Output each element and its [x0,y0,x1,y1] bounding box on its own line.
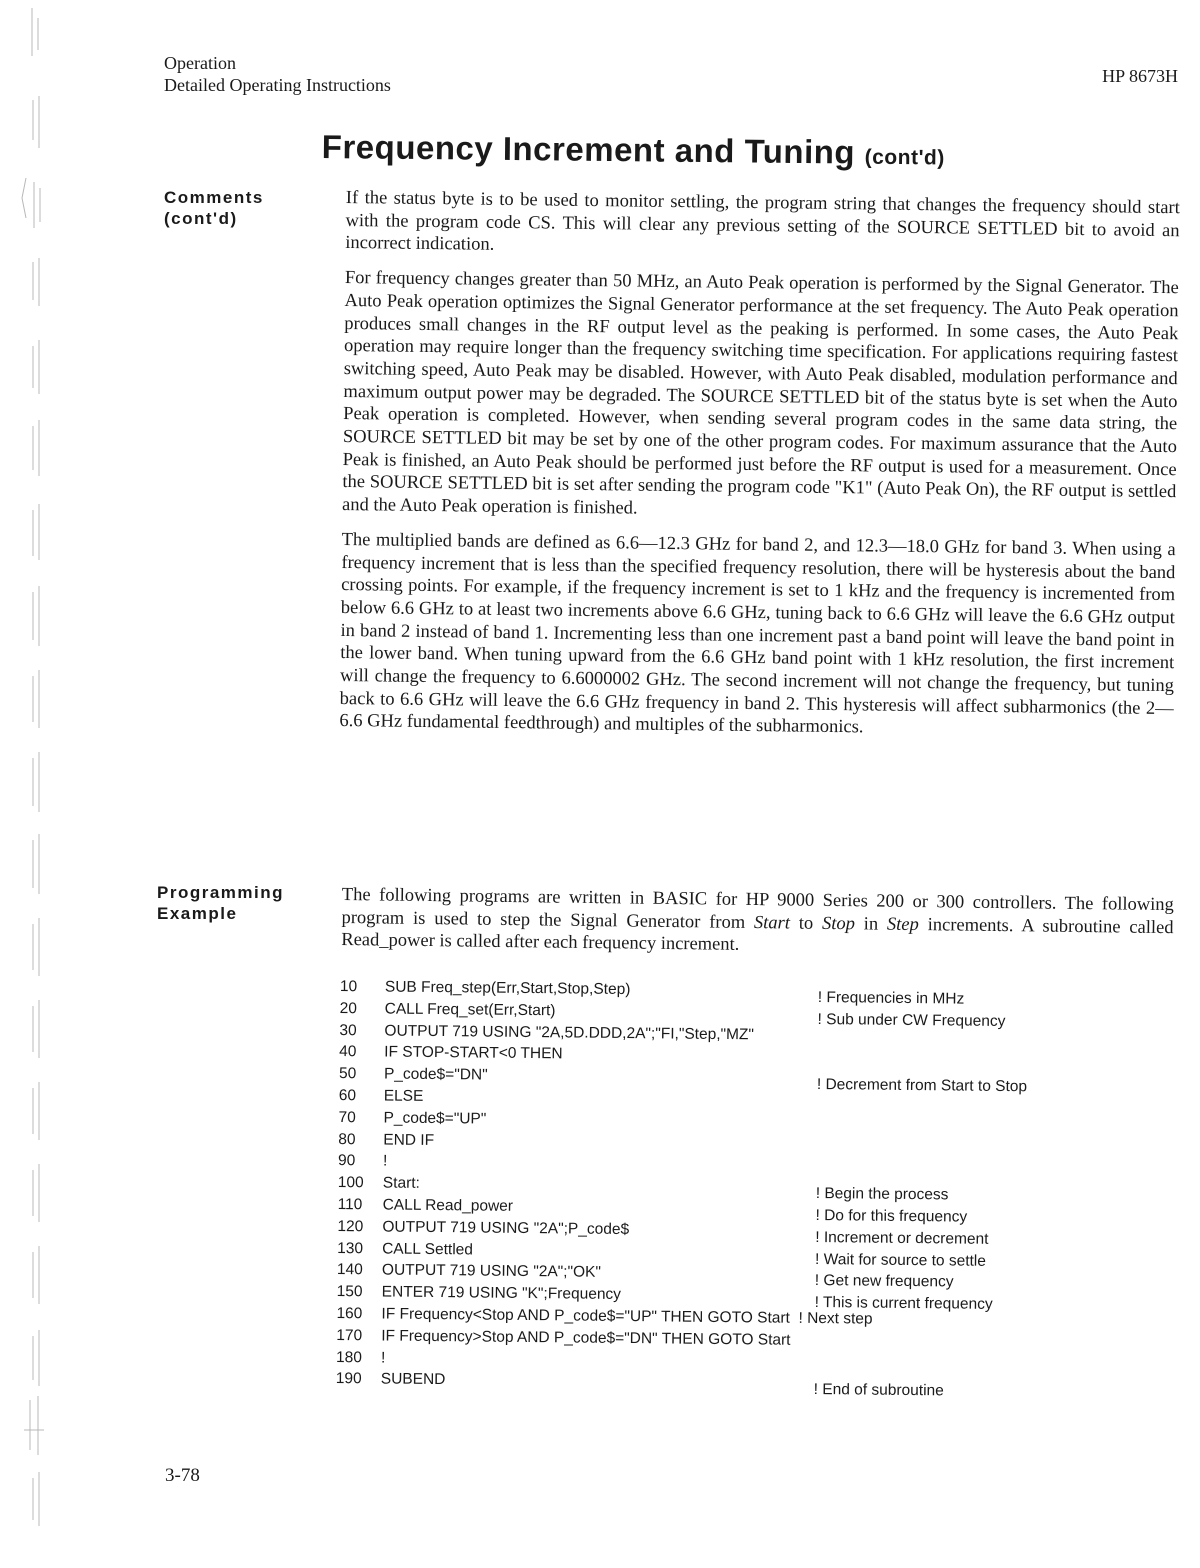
code-statement: OUTPUT 719 USING "2A,5D.DDD,2A";"FI,"Step,"MZ" [384,1022,755,1043]
code-comment: ! Wait for source to settle [814,1250,987,1270]
line-number: 30 [339,1021,357,1039]
code-comment: ! Do for this frequency [815,1206,968,1226]
comments-paragraph: The multiplied bands are defined as 6.6—12.3 GHz for band 2, and 12.3—18.0 GHz for band 3. When using a frequency increment that is less than the specified frequency resolution, there will be hysteresis about the band crossing points. For example, if the frequency increment is set to 1 kHz and the frequency is incremented from below 6.6 GHz to at least two increments above 6.6 GHz, tuning back to 6.6 GHz will leave the 6.6 GHz output in band 2 instead of band 1. Incrementing less than one increment past a band point will leave the band point in the lower band. When tuning upward from the 6.6 GHz band point with 1 kHz resolution, the first increment will change the frequency to 6.6000002 GHz. The second increment will not change the frequency, but tuning back to 6.6 GHz will leave the 6.6 GHz frequency in band 2. This hysteresis will affect subharmonics (the 2—6.6 GHz fundamental feedthrough) and multiples of the subharmonics. [339,529,1176,738]
line-number: 180 [335,1348,362,1366]
comments-label-line2: (cont'd) [164,209,238,228]
section-name: Operation [164,53,236,73]
comments-label-line1: Comments [164,188,264,207]
title-main: Frequency Increment and Tuning [321,128,856,171]
intro-text-4: increments. A subroutine called Read_power is called after each frequency increment. [341,914,1174,956]
code-statement: SUB Freq_step(Err,Start,Stop,Step) [384,978,631,999]
code-statement: IF Frequency>Stop AND P_code$="DN" THEN GOTO Start [381,1327,791,1349]
line-number: 100 [337,1174,364,1192]
line-number: 110 [337,1195,363,1214]
comments-paragraph: If the status byte is to be used to monitor settling, the program string that changes the frequency should start with the program code CS. This will clear any previous setting of the SOURCE SETTLED bit to avoid an incorrect indication. [345,187,1180,256]
page-number: 3-78 [165,1465,200,1486]
code-comment: ! This is current frequency [814,1294,993,1314]
code-statement: ELSE [383,1087,424,1105]
intro-start: Start [753,912,791,934]
intro-text-3: in [854,913,888,935]
code-statement: END IF [383,1131,435,1149]
line-number: 130 [337,1239,364,1257]
line-number: 50 [338,1065,357,1083]
running-head [164,52,391,96]
code-comment: ! Get new frequency [814,1272,954,1291]
line-number: 190 [335,1370,362,1388]
line-number: 20 [339,999,358,1017]
code-statement: OUTPUT 719 USING "2A";"OK" [381,1261,602,1282]
title-suffix: (cont'd) [864,145,945,170]
code-statement: IF STOP-START<0 THEN [384,1043,563,1063]
code-comment: ! Increment or decrement [815,1228,989,1248]
line-number: 140 [336,1261,363,1279]
code-comment: ! Frequencies in MHz [817,989,965,1008]
code-comment: ! Decrement from Start to Stop [816,1076,1028,1096]
code-statement: P_code$="UP" [383,1109,487,1128]
code-comment: ! Begin the process [815,1185,949,1204]
binding-marks [18,0,48,1568]
code-statement: ! [380,1348,386,1367]
line-number: 40 [339,1043,357,1061]
line-number: 150 [336,1283,363,1301]
code-statement: SUBEND [380,1370,446,1389]
code-statement: ! [382,1152,388,1170]
line-number: 80 [338,1130,356,1148]
code-statement: CALL Settled [382,1240,474,1258]
programming-label-line1: Programming [157,883,285,902]
comments-paragraph: For frequency changes greater than 50 MHz, an Auto Peak operation is performed by the Signal Generator. The Auto Peak operation optimizes the Signal Generator performance at the set frequency. The Auto Peak operation produces small changes in the RF output level as the peaking is performed. In some cases, the Auto Peak operation may require longer than the frequency switching time specification. For applications requiring fastest switching speed, Auto Peak may be disabled. However, with Auto Peak disabled, modulation performance and maximum output power may be degraded. The SOURCE SETTLED bit of the status byte is set when the Auto Peak operation is completed. However, when sending several program codes in the same data string, the SOURCE SETTLED bit may be set by one of the other program codes. For maximum assurance that the Auto Peak is finished, an Auto Peak should be performed just before the RF output is used for a measurement. Once the SOURCE SETTLED bit is set after sending the program code "K1" (Auto Peak On), the RF output is settled and the Auto Peak operation is finished. [341,268,1179,519]
programming-intro-paragraph [341,884,1174,962]
subsection-name: Detailed Operating Instructions [164,75,391,95]
line-number: 70 [338,1108,356,1126]
line-number: 170 [336,1326,363,1345]
programming-label-line2: Example [157,904,238,923]
line-number: 120 [337,1217,364,1236]
line-number: 10 [339,978,358,996]
code-statement: OUTPUT 719 USING "2A";P_code$ [382,1218,630,1238]
basic-program-listing [336,978,1100,1400]
comments-label [164,187,264,229]
line-number: 60 [338,1086,357,1105]
intro-text-1: The following programs are written in BASIC for HP 9000 Series 200 or 300 controllers. The following program is used to step the Signal Generator from [341,884,1174,933]
code-statement: CALL Freq_set(Err,Start) [384,1000,556,1020]
page-title [322,128,945,173]
programming-intro [341,884,1174,974]
intro-stop: Stop [821,913,856,934]
programming-example-label [157,882,284,924]
code-comment: ! Sub under CW Frequency [817,1010,1006,1030]
intro-step: Step [886,914,919,935]
line-number: 90 [337,1152,356,1170]
code-statement: P_code$="DN" [383,1065,488,1084]
code-statement: ENTER 719 USING "K";Frequency [381,1283,622,1304]
code-statement: CALL Read_power [382,1196,514,1215]
code-comment: ! End of subroutine [813,1381,944,1400]
model-number: HP 8673H [1102,66,1178,86]
intro-text-2: to [789,913,823,934]
line-number: 160 [336,1304,363,1323]
comments-body [339,187,1180,755]
code-statement: Start: [382,1174,420,1193]
code-statement: IF Frequency<Stop AND P_code$="UP" THEN GOTO Start ! Next step [381,1305,873,1328]
